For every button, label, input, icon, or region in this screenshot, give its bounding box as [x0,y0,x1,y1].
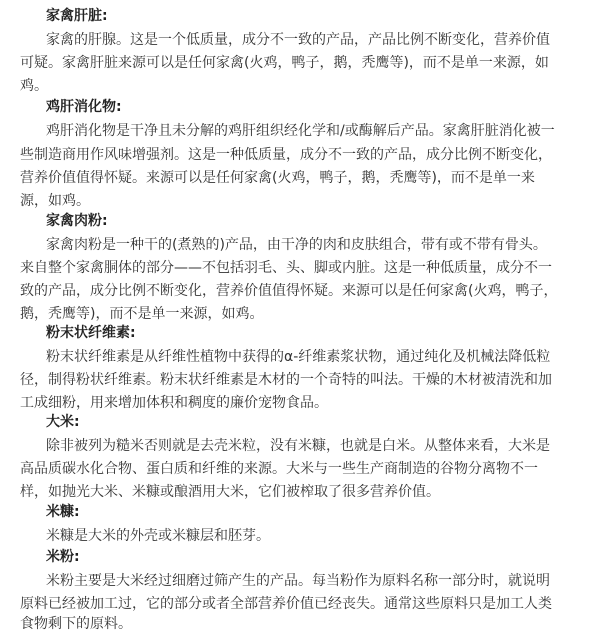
paragraph-line: 米粉主要是大米经过细磨过筛产生的产品。每当粉作为原料名称一部分时，就说明 [46,573,550,589]
paragraph-line: 致的产品，成分比例不断变化，营养价值值得怀疑。来源可以是任何家禽(火鸡，鸭子， [20,283,558,299]
paragraph-line: 鸡。 [20,78,48,94]
section-heading-rice-flour: 米粉: [46,549,80,565]
paragraph-line: 工成细粉，用来增加体积和稠度的廉价宠物食品。 [20,395,328,411]
paragraph-line: 源，如鸡。 [20,193,90,209]
paragraph-line: 营养价值值得怀疑。来源可以是任何家禽(火鸡，鸭子，鹅，秃鹰等)，而不是单一来 [20,170,535,186]
paragraph-line: 家禽的肝腺。这是一个低质量，成分不一致的产品，产品比例不断变化，营养价值 [46,32,550,48]
section-heading-rice: 大米: [46,414,80,430]
paragraph-line: 高品质碳水化合物、蛋白质和纤维的来源。大米与一些生产商制造的谷物分离物不一 [20,461,538,477]
section-heading-chicken-liver-digest: 鸡肝消化物: [46,99,122,115]
paragraph-line: 食物剩下的原料。 [20,616,132,632]
section-heading-powdered-cellulose: 粉末状纤维素: [46,325,136,341]
section-heading-rice-bran: 米糠: [46,504,80,520]
paragraph-line: 米糠是大米的外壳或米糠层和胚芽。 [46,528,270,544]
paragraph-line: 可疑。家禽肝脏来源可以是任何家禽(火鸡，鸭子，鹅，秃鹰等)，而不是单一来源，如 [20,55,549,71]
paragraph-line: 径，制得粉状纤维素。粉末状纤维素是木材的一个奇特的叫法。干燥的木材被清洗和加 [20,372,552,388]
section-heading-poultry-liver: 家禽肝脏: [46,8,108,24]
paragraph-line: 来自整个家禽胴体的部分——不包括羽毛、头、脚或内脏。这是一种低质量，成分不一 [20,260,552,276]
paragraph-line: 除非被列为糙米否则就是去壳米粒，没有米糠，也就是白米。从整体来看，大米是 [46,438,550,454]
paragraph-line: 原料已经被加工过，它的部分或者全部营养价值已经丧失。通常这些原料只是加工人类 [20,596,552,612]
paragraph-line: 样，如抛光大米、米糠或酿酒用大米，它们被榨取了很多营养价值。 [20,484,440,500]
paragraph-line: 家禽肉粉是一种干的(煮熟的)产品，由干净的肉和皮肤组合，带有或不带有骨头。 [46,237,547,253]
paragraph-line: 鸡肝消化物是干净且未分解的鸡肝组织经化学和/或酶解后产品。家禽肝脏消化被一 [46,123,555,139]
paragraph-line: 鹅，秃鹰等)，而不是单一来源，如鸡。 [20,306,264,322]
section-heading-poultry-meal: 家禽肉粉: [46,213,108,229]
paragraph-line: 些制造商用作风味增强剂。这是一种低质量，成分不一致的产品，成分比例不断变化， [20,147,552,163]
paragraph-line: 粉末状纤维素是从纤维性植物中获得的α-纤维素浆状物，通过纯化及机械法降低粒 [46,349,551,365]
